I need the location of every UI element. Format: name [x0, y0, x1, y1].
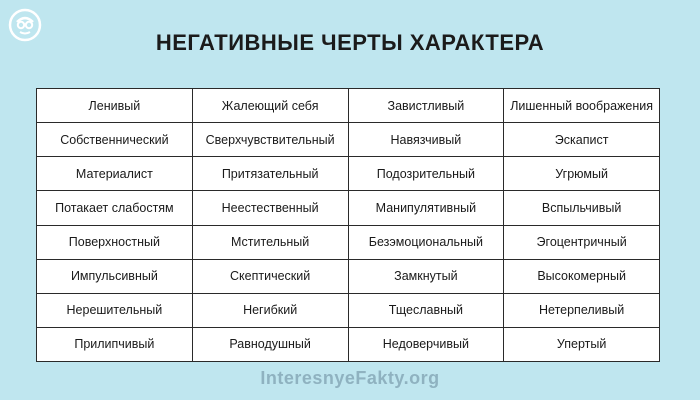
table-cell: Завистливый [348, 89, 504, 123]
table-row [37, 157, 660, 191]
table-cell: Мстительный [192, 225, 348, 259]
table-cell: Вспыльчивый [504, 191, 660, 225]
table-cell: Нетерпеливый [504, 293, 660, 327]
site-watermark: InteresnyeFakty.org [260, 368, 440, 388]
table-cell: Тщеславный [348, 293, 504, 327]
table-cell: Нерешительный [37, 293, 193, 327]
table-row [37, 225, 660, 259]
table-cell: Жалеющий себя [192, 89, 348, 123]
table-cell: Безэмоциональный [348, 225, 504, 259]
page-title: НЕГАТИВНЫЕ ЧЕРТЫ ХАРАКТЕРА [155, 30, 545, 55]
table-cell: Высокомерный [504, 259, 660, 293]
table-cell: Угрюмый [504, 157, 660, 191]
table-cell: Импульсивный [37, 259, 193, 293]
table-cell: Прилипчивый [37, 327, 193, 361]
table-cell: Собственнический [37, 123, 193, 157]
table-cell: Скептический [192, 259, 348, 293]
table-row [37, 191, 660, 225]
table-cell: Недоверчивый [348, 327, 504, 361]
table-cell: Упертый [504, 327, 660, 361]
table-row [37, 327, 660, 361]
table-cell: Сверхчувствительный [192, 123, 348, 157]
table-cell: Равнодушный [192, 327, 348, 361]
table-cell: Эгоцентричный [504, 225, 660, 259]
table-cell: Потакает слабостям [37, 191, 193, 225]
table-cell: Замкнутый [348, 259, 504, 293]
table-row [37, 123, 660, 157]
table-cell: Ленивый [37, 89, 193, 123]
table-row [37, 293, 660, 327]
table-cell: Подозрительный [348, 157, 504, 191]
table-row [37, 259, 660, 293]
table-cell: Эскапист [504, 123, 660, 157]
table-cell: Лишенный воображения [504, 89, 660, 123]
table-row [37, 89, 660, 123]
table-cell: Навязчивый [348, 123, 504, 157]
table-cell: Неестественный [192, 191, 348, 225]
table-cell: Притязательный [192, 157, 348, 191]
traits-table [36, 88, 660, 362]
table-cell: Поверхностный [37, 225, 193, 259]
table-cell: Манипулятивный [348, 191, 504, 225]
table-cell: Негибкий [192, 293, 348, 327]
table-cell: Материалист [37, 157, 193, 191]
